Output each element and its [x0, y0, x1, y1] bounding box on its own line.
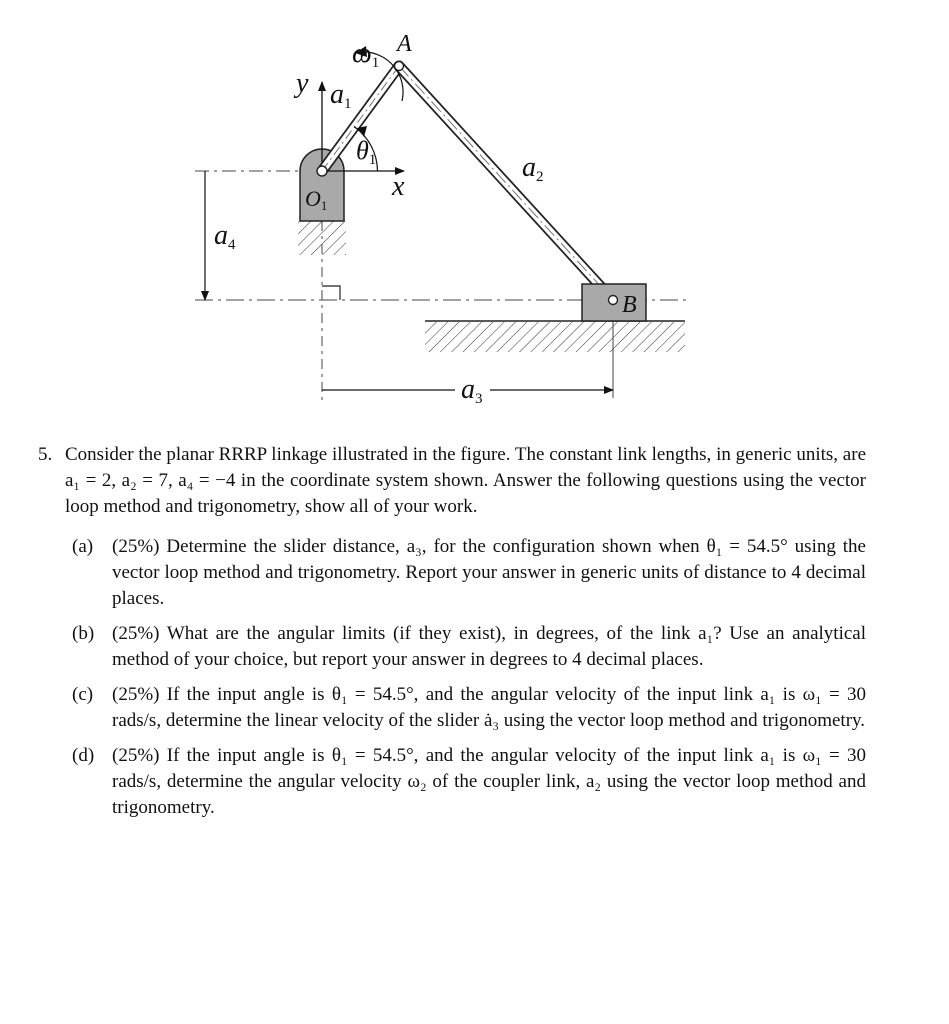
problem-intro-text: Consider the planar RRRP linkage illustrated in the figure. The constant link lengths, in generic units, are a₁ = 2, a₂ = 7, a₄ = −4 in the coordinate system shown. Answer the following questions using the vector loop method and trigonometry, show all of your work. [65, 444, 866, 517]
part-a [72, 534, 866, 612]
a1-label: a1 [330, 79, 352, 112]
O1-label: O1 [305, 186, 328, 213]
right-angle-mark [322, 286, 340, 300]
part-d [72, 743, 866, 821]
part-text: (25%) If the input angle is θ₁ = 54.5°, and the angular velocity of the input link a₁ is ω₁ = 30 rads/s, determine the angular velocity ω₂ of the coupler link, a₂ using the vector loop method and trigonometry. [112, 745, 866, 818]
part-label: (a) [72, 536, 94, 557]
problem-statement [38, 442, 866, 830]
part-label: (c) [72, 684, 94, 705]
part-text: (25%) If the input angle is θ₁ = 54.5°, and the angular velocity of the input link a₁ is ω₁ = 30 rads/s, determine the linear velocity of the slider ȧ₃ using the vector loop method and trigonometry. [112, 684, 866, 731]
joint-B-label: B [622, 292, 637, 318]
part-label: (d) [72, 745, 95, 766]
problem-number: 5. [38, 444, 53, 465]
joint-A-label: A [397, 31, 412, 57]
part-text: (25%) What are the angular limits (if they exist), in degrees, of the link a₁? Use an analytical method of your choice, but report your answer in degrees to 4 decimal places. [112, 623, 866, 670]
part-b [72, 621, 866, 673]
linkage-figure [0, 0, 949, 430]
problem-parts [72, 534, 866, 821]
omega1-label: ω1 [352, 38, 380, 71]
a3-label: a3 [461, 374, 483, 407]
a2-label: a2 [522, 152, 544, 185]
y-axis-label: y [296, 68, 309, 99]
problem-intro [38, 442, 866, 520]
ground-hatch-floor [425, 322, 685, 352]
part-c [72, 682, 866, 734]
joint-B [609, 296, 618, 305]
x-axis-label: x [392, 171, 405, 202]
part-label: (b) [72, 623, 95, 644]
part-text: (25%) Determine the slider distance, a₃, for the configuration shown when θ₁ = 54.5° using the vector loop method and trigonometry. Report your answer in generic units of distance to 4 decimal places. [112, 536, 866, 609]
joint-O1 [317, 166, 327, 176]
a4-label: a4 [214, 220, 236, 253]
theta1-label: θ1 [356, 136, 377, 168]
